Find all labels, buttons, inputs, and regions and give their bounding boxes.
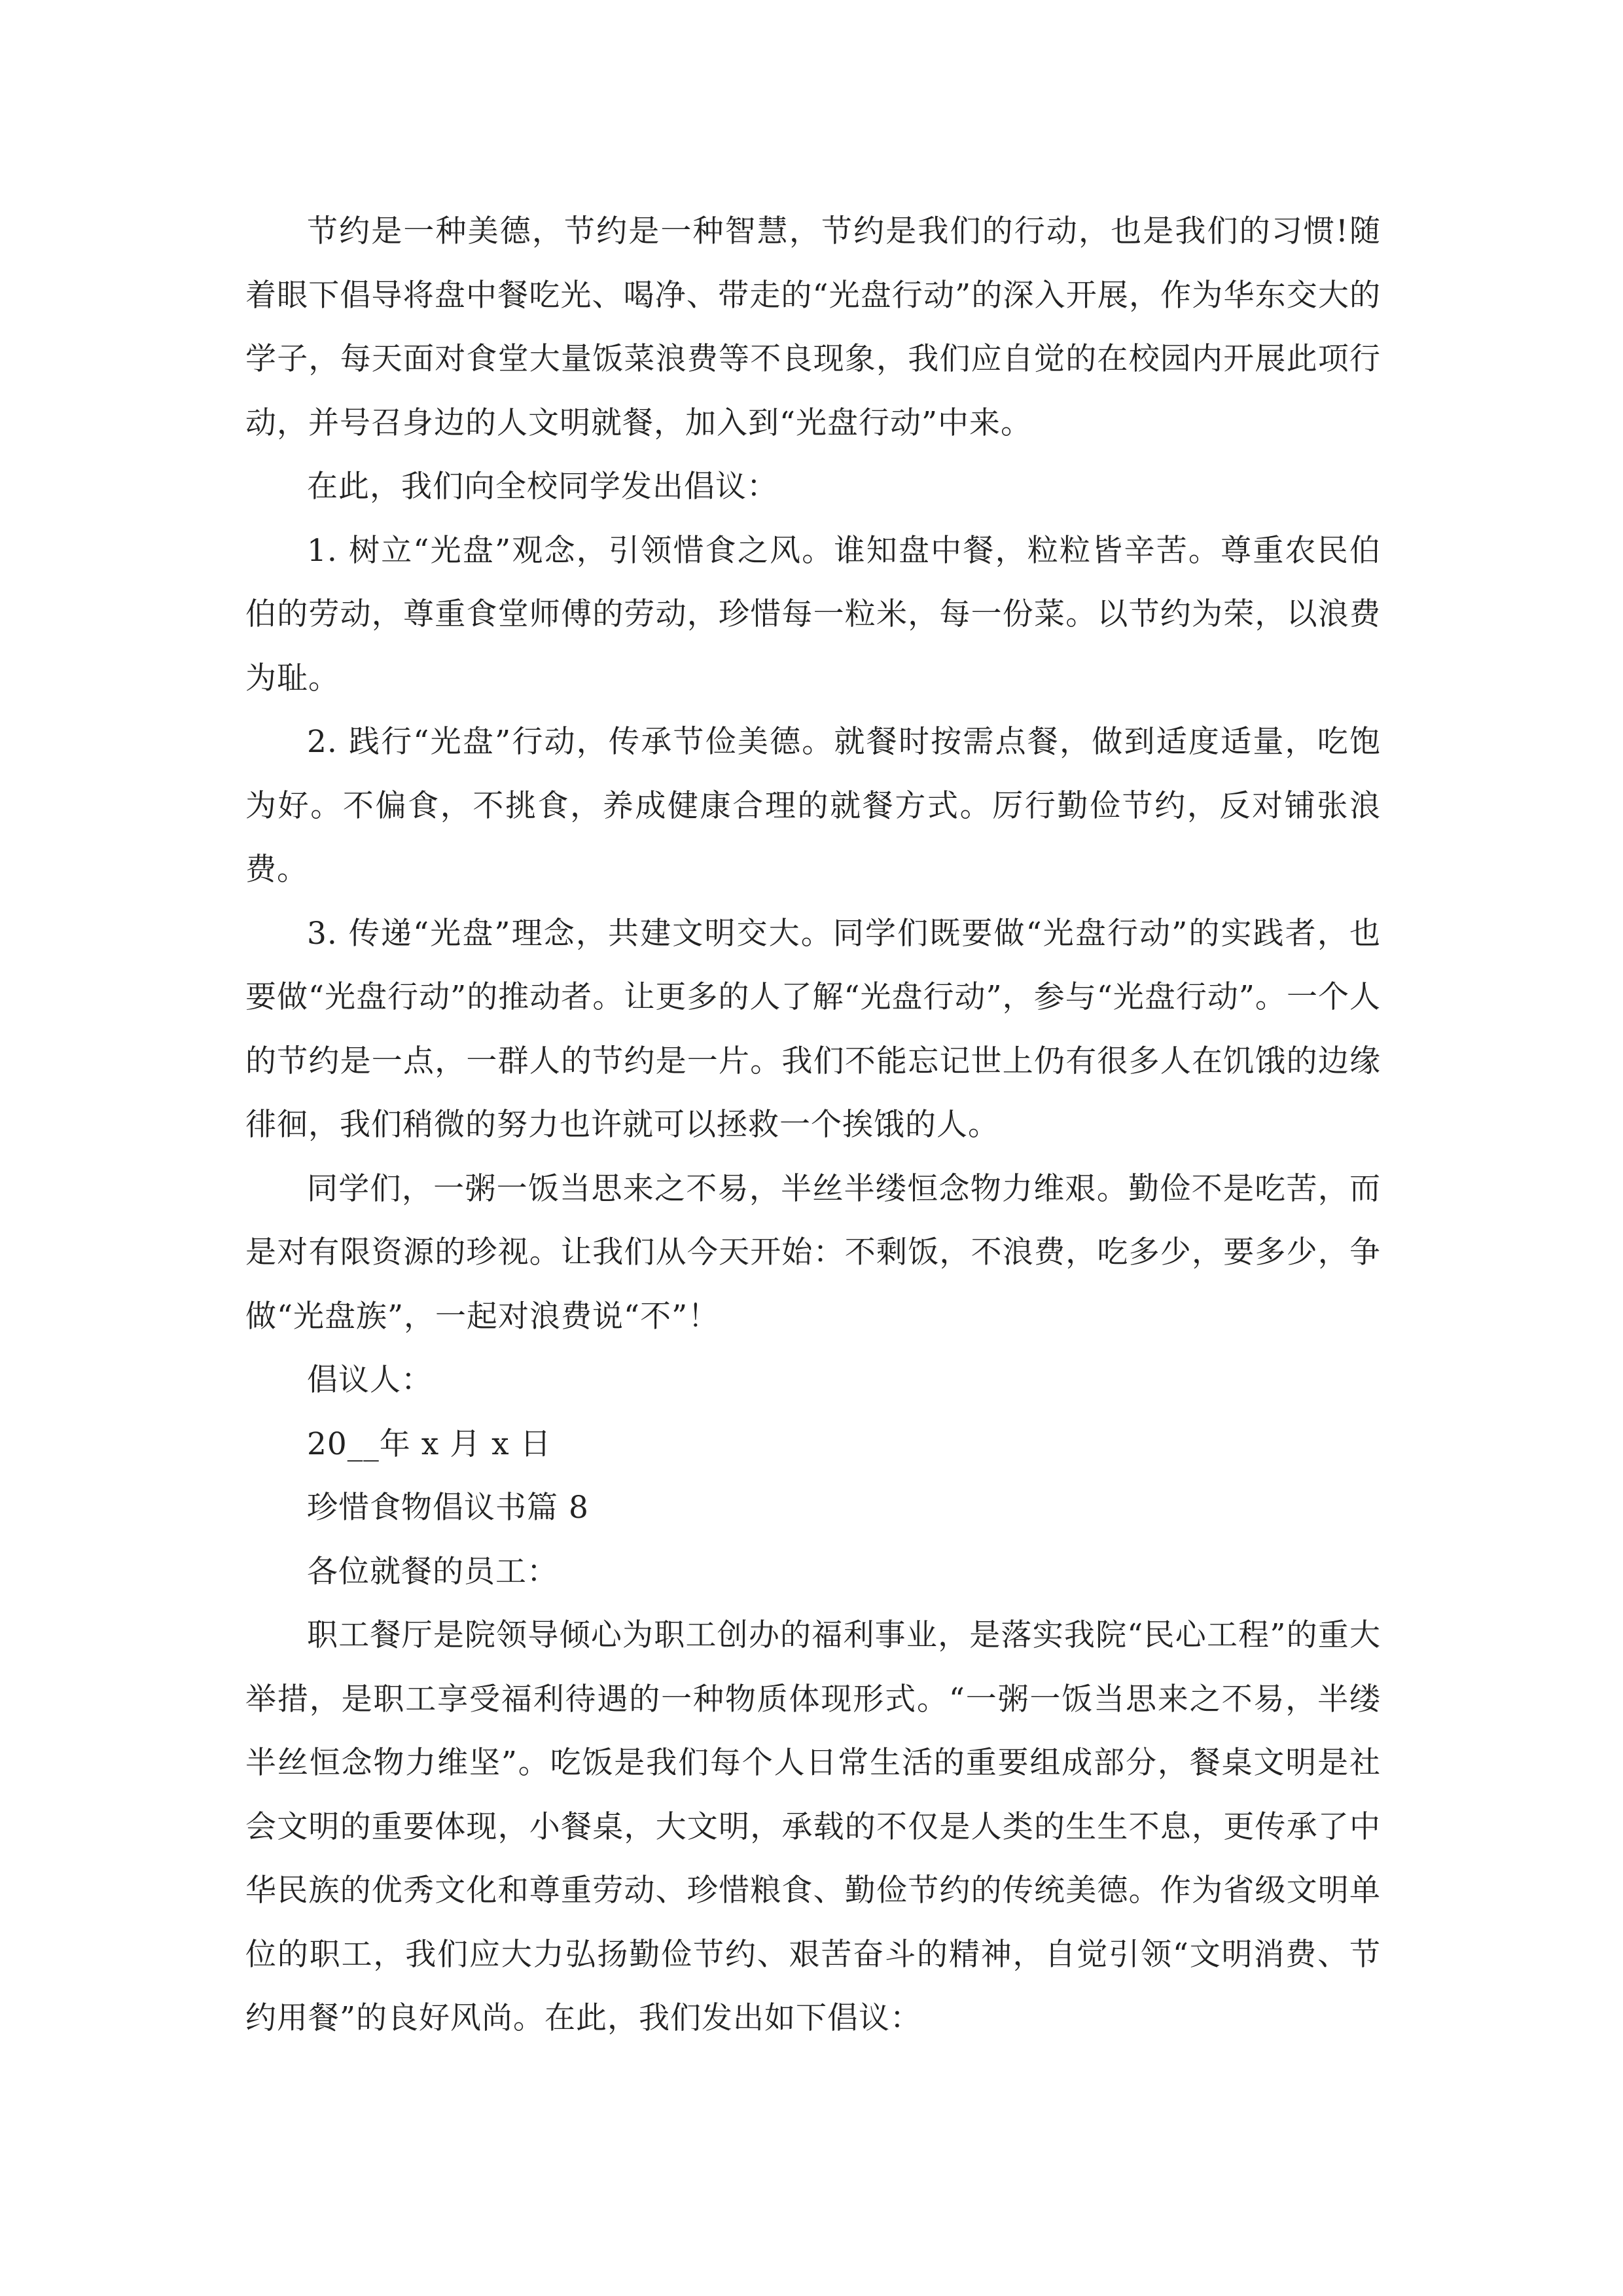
paragraph-canteen: 职工餐厅是院领导倾心为职工创办的福利事业，是落实我院“民心工程”的重大举措，是职工享受福利待遇的一种物质体现形式。“一粥一饭当思来之不易，半缕半丝恒念物力维坚”。吃饭是我们每个人日常生活的重要组成部分，餐桌文明是社会文明的重要体现，小餐桌，大文明，承载的不仅是人类的生生不息，更传承了中华民族的优秀文化和尊重劳动、珍惜粮食、勤俭节约的传统美德。作为省级文明单位的职工，我们应大力弘扬勤俭节约、艰苦奋斗的精神，自觉引领“文明消费、节约用餐”的良好风尚。在此，我们发出如下倡议： [245, 1617, 1381, 2036]
paragraph-item-1: 1. 树立“光盘”观念，引领惜食之风。谁知盘中餐，粒粒皆辛苦。尊重农民伯伯的劳动，尊重食堂师傅的劳动，珍惜每一粒米，每一份菜。以节约为荣，以浪费为耻。 [245, 532, 1381, 696]
paragraph-item-3: 3. 传递“光盘”理念，共建文明交大。同学们既要做“光盘行动”的实践者，也要做“光盘行动”的推动者。让更多的人了解“光盘行动”，参与“光盘行动”。一个人的节约是一点，一群人的节约是一片。我们不能忘记世上仍有很多人在饥饿的边缘徘徊，我们稍微的努力也许就可以拯救一个挨饿的人。 [245, 915, 1381, 1143]
salutation: 各位就餐的员工： [307, 1553, 558, 1590]
paragraph-item-2: 2. 践行“光盘”行动，传承节俭美德。就餐时按需点餐，做到适度适量，吃饱为好。不偏食，不挑食，养成健康合理的就餐方式。厉行勤俭节约，反对铺张浪费。 [245, 724, 1381, 888]
section-title: 珍惜食物倡议书篇 8 [307, 1490, 589, 1526]
paragraph-closing: 同学们，一粥一饭当思来之不易，半丝半缕恒念物力维艰。勤俭不是吃苦，而是对有限资源的珍视。让我们从今天开始：不剩饭，不浪费，吃多少，要多少，争做“光盘族”，一起对浪费说“不”！ [245, 1170, 1381, 1335]
paragraph-intro: 节约是一种美德，节约是一种智慧，节约是我们的行动，也是我们的习惯!随着眼下倡导将盘中餐吃光、喝净、带走的“光盘行动”的深入开展，作为华东交大的学子，每天面对食堂大量饭菜浪费等不良现象，我们应自觉的在校园内开展此项行动，并号召身边的人文明就餐，加入到“光盘行动”中来。 [245, 213, 1381, 441]
paragraph-proposal-lead: 在此，我们向全校同学发出倡议： [307, 469, 778, 505]
signature-label: 倡议人： [307, 1362, 433, 1398]
document-body [245, 200, 1381, 2051]
date-line: 20__年 x 月 x 日 [307, 1426, 552, 1462]
